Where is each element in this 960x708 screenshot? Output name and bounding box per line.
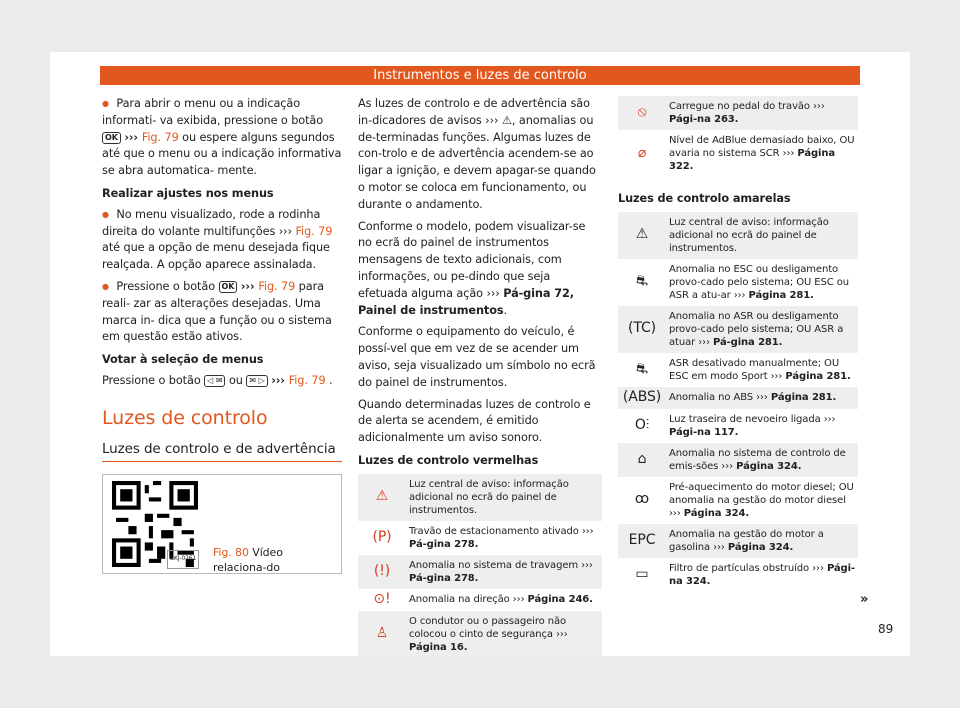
- rear-fog-icon: O⫶: [634, 416, 650, 433]
- light-icon-cell: [358, 555, 406, 589]
- column-left: [102, 96, 342, 574]
- figure-caption: [213, 545, 338, 575]
- text: do volante multifunções ›››: [140, 224, 296, 238]
- page-ref-link[interactable]: Página 324.: [736, 460, 802, 472]
- page-ref-link[interactable]: Pági-na 117.: [669, 426, 739, 438]
- epc-icon: EPC: [628, 531, 656, 548]
- light-row: [358, 521, 602, 555]
- light-description: [666, 353, 858, 387]
- light-text: Travão de estacionamento ativado ›››: [409, 525, 594, 537]
- text: até que a: [102, 241, 155, 255]
- page-ref-link[interactable]: Página 322.: [669, 148, 836, 172]
- light-row: [618, 409, 858, 443]
- page-ref-link[interactable]: Pá-gina 278.: [409, 538, 479, 550]
- page-ref-link[interactable]: Página 281.: [770, 392, 837, 404]
- light-icon-cell: [618, 130, 666, 177]
- page-ref-link[interactable]: Pági-na 324.: [669, 562, 855, 587]
- light-description: [406, 611, 602, 658]
- next-key-icon: ✉ ▷: [246, 375, 267, 387]
- seatbelt-icon: ♙: [375, 625, 389, 642]
- page-ref-link[interactable]: Pági-na 263.: [669, 114, 739, 125]
- paragraph-equipment: Conforme o equipamento do veículo, é possí-vel que em vez de se acender um aviso, seja visualizado um símbolo no ecrã do painel de instrumentos.: [358, 325, 596, 389]
- light-row: [358, 611, 602, 658]
- light-row: [618, 387, 858, 409]
- light-row: [618, 259, 858, 306]
- light-text: Luz central de aviso: informação adicional no ecrã do painel de instrumentos.: [669, 216, 829, 254]
- light-text: Anomalia no sistema de controlo de emis-sões ›››: [669, 447, 846, 472]
- light-description: [666, 409, 858, 443]
- fig-79-link[interactable]: Fig. 79: [258, 279, 296, 293]
- light-text: Pré-aquecimento do motor diesel; OU anomalia na gestão do motor diesel ›››: [669, 481, 854, 519]
- light-description: [666, 443, 858, 477]
- red-lights-heading: Luzes de controlo vermelhas: [358, 453, 539, 467]
- text: ou: [228, 373, 247, 387]
- light-text: Filtro de partículas obstruído ›››: [669, 562, 827, 574]
- light-text: Carregue no pedal do travão ›››: [669, 101, 825, 112]
- warning-triangle-icon: ⚠: [635, 226, 649, 243]
- subheading-adjust-menus: Realizar ajustes nos menus: [102, 186, 274, 200]
- light-text: Anomalia no ABS ›››: [669, 392, 771, 404]
- chapter-header: Instrumentos e luzes de controlo: [100, 66, 860, 85]
- light-description: [406, 589, 602, 611]
- page-ref-link[interactable]: Página 324.: [683, 507, 750, 519]
- paragraph-press-ok: [102, 279, 342, 346]
- light-text: Anomalia na direção ›››: [409, 594, 528, 606]
- section-title: Luzes de controlo: [102, 406, 268, 429]
- page-ref-link[interactable]: Pá-gina 278.: [409, 572, 479, 584]
- text: .: [503, 303, 507, 317]
- column-right: [618, 96, 858, 592]
- text: ou: [182, 130, 197, 144]
- light-icon-cell: [618, 387, 666, 409]
- light-text: Anomalia no sistema de travagem ›››: [409, 559, 593, 571]
- light-description: [666, 96, 858, 130]
- light-icon-cell: [618, 212, 666, 259]
- light-icon-cell: [618, 353, 666, 387]
- ref-arrows: ›››: [124, 130, 142, 144]
- red-lights-table: [358, 474, 602, 658]
- tc-icon: (TC): [627, 320, 657, 337]
- parking-brake-icon: (P): [372, 528, 392, 545]
- light-row: [358, 589, 602, 611]
- light-row: [618, 306, 858, 353]
- light-row: [618, 212, 858, 259]
- light-icon-cell: [618, 306, 666, 353]
- glow-plug-icon: ꝏ: [634, 491, 650, 508]
- light-text: Anomalia no ASR ou desligamento provo-cado pelo sistema; OU ASR a atuar ›››: [669, 310, 844, 348]
- light-text: Luz central de aviso: informação adicional no ecrã do painel de instrumentos.: [409, 478, 569, 516]
- amber-lights-table: [618, 212, 858, 592]
- light-description: [666, 212, 858, 259]
- clutch-pedal-icon: ⦸: [637, 104, 647, 120]
- prev-key-icon: ◁ ✉: [204, 375, 225, 387]
- light-text: Anomalia na gestão do motor a gasolina ›››: [669, 528, 824, 553]
- ref-arrows: ›››: [240, 279, 259, 293]
- text: zar as alterações desejadas. Uma marca in-: [102, 296, 321, 327]
- text: Conforme o modelo, podem visualizar-se no ecrã do painel de instrumentos mensagens de texto adicionais, com informações, ou pe-dindo que seja efetuada alguma ação ›››: [358, 219, 586, 300]
- light-icon-cell: [618, 259, 666, 306]
- paragraph-intro: As luzes de controlo e de advertência são in-dicadores de avisos ››› ⚠, anomalias ou de-terminadas funções. Algumas luzes de con-trolo e de advertência acendem-se ao ligar a ignição, e devem apagar-se quando o motor se coloca em funcionamento, ou durante o andamento.: [358, 97, 596, 211]
- text: .: [329, 373, 333, 387]
- light-icon-cell: [358, 521, 406, 555]
- ref-arrows: ›››: [271, 373, 289, 387]
- text: estão ativos.: [171, 330, 243, 344]
- red-lights-table-continued: [618, 96, 858, 177]
- continued-mark: »: [860, 592, 869, 607]
- light-icon-cell: [618, 524, 666, 558]
- paragraph-press-back: [102, 373, 342, 390]
- light-row: [618, 96, 858, 130]
- paragraph-acoustic: Quando determinadas luzes de controlo e de alerta se acendem, é emitido adicionalmente um aviso sonoro.: [358, 397, 591, 445]
- esc-icon: ⛐: [636, 273, 648, 290]
- light-text: O condutor ou o passageiro não colocou o cinto de segurança ›››: [409, 615, 568, 640]
- figure-caption-text: Vídeo relaciona-do: [213, 545, 283, 574]
- text: indicação informativa se abra automatica-: [102, 147, 342, 178]
- page-number: 89: [878, 622, 894, 636]
- light-icon-cell: [618, 443, 666, 477]
- engine-icon: ⌂: [637, 450, 647, 467]
- text: Para abrir o menu ou a indicação informati-: [102, 97, 301, 127]
- page-ref-link[interactable]: Página 281.: [785, 370, 851, 382]
- abs-icon: (ABS): [622, 388, 662, 405]
- light-description: [406, 521, 602, 555]
- light-description: [666, 524, 858, 558]
- text: opção aparece assinalada.: [167, 258, 316, 272]
- light-row: [358, 555, 602, 589]
- light-icon-cell: [358, 611, 406, 658]
- column-middle: [358, 96, 602, 658]
- steering-icon: ⊙!: [373, 590, 391, 607]
- light-row: [618, 477, 858, 524]
- ok-key-icon: OK: [219, 281, 238, 293]
- light-row: [358, 474, 602, 521]
- light-row: [618, 524, 858, 558]
- brake-system-icon: (!): [373, 562, 391, 579]
- light-icon-cell: [358, 589, 406, 611]
- figure-80: [102, 474, 342, 574]
- section-subtitle: Luzes de controlo e de advertência: [102, 440, 342, 462]
- text: No menu visualizado, rode a rodinha direita: [102, 207, 321, 238]
- subheading-return-menus: Votar à seleção de menus: [102, 353, 264, 367]
- particle-filter-icon: ▭: [635, 565, 649, 582]
- text: mente.: [217, 164, 257, 178]
- text: Pressione o botão: [116, 279, 219, 293]
- light-row: [618, 130, 858, 177]
- light-icon-cell: [618, 477, 666, 524]
- paragraph-messages: [358, 219, 602, 320]
- page-ref-link[interactable]: Página 324.: [727, 541, 794, 553]
- text: espere alguns segundos até que o menu ou a: [102, 130, 335, 161]
- light-icon-cell: [618, 558, 666, 592]
- paragraph-open-menu: [102, 96, 342, 180]
- light-icon-cell: [358, 474, 406, 521]
- text: para reali-: [102, 279, 324, 310]
- text: Pressione o botão: [102, 373, 205, 387]
- light-description: [666, 130, 858, 177]
- light-description: [666, 387, 858, 409]
- light-icon-cell: [618, 96, 666, 130]
- adblue-icon: ⌀: [637, 144, 647, 161]
- light-description: [666, 259, 858, 306]
- page-ref-link[interactable]: Pá-gina 281.: [712, 336, 783, 348]
- light-row: [618, 558, 858, 592]
- light-icon-cell: [618, 409, 666, 443]
- light-text: Nível de AdBlue demasiado baixo, OU avaria no sistema SCR ›››: [669, 135, 855, 159]
- text: dica que a função ou o sistema em questão: [102, 313, 332, 344]
- light-description: [666, 477, 858, 524]
- figure-number: Fig. 80: [213, 545, 249, 559]
- esc-off-icon: ⛐: [636, 360, 648, 377]
- ok-key-icon: OK: [102, 132, 121, 144]
- fig-79-link[interactable]: Fig. 79: [141, 130, 179, 144]
- text: opção de menu desejada fique realçada. A: [102, 241, 330, 272]
- page-72-link[interactable]: Pá-gina 72, Painel de instrumentos: [358, 286, 574, 317]
- text: va exibida, pressione o botão: [159, 113, 324, 127]
- light-text: Anomalia no ESC ou desligamento provo-cado pelo sistema; OU ESC ou ASR a atu-ar ›››: [669, 263, 849, 301]
- page-ref-link[interactable]: Página 16.: [409, 641, 468, 653]
- light-row: [618, 443, 858, 477]
- page-ref-link[interactable]: Página 246.: [527, 594, 593, 606]
- light-description: [406, 555, 602, 589]
- light-text: Luz traseira de nevoeiro ligada ›››: [669, 413, 836, 425]
- fig-79-link[interactable]: Fig. 79: [295, 224, 333, 238]
- warning-triangle-icon: ⚠: [375, 488, 389, 505]
- figure-code: BKJ-0261: [167, 550, 199, 569]
- page-ref-link[interactable]: Página 281.: [748, 289, 814, 301]
- light-text: ASR desativado manualmente; OU ESC em modo Sport ›››: [669, 357, 840, 382]
- paragraph-rotate-wheel: [102, 207, 342, 274]
- light-description: [666, 558, 858, 592]
- light-row: [618, 353, 858, 387]
- fig-79-link[interactable]: Fig. 79: [288, 373, 326, 387]
- amber-lights-heading: Luzes de controlo amarelas: [618, 192, 791, 205]
- light-description: [406, 474, 602, 521]
- light-description: [666, 306, 858, 353]
